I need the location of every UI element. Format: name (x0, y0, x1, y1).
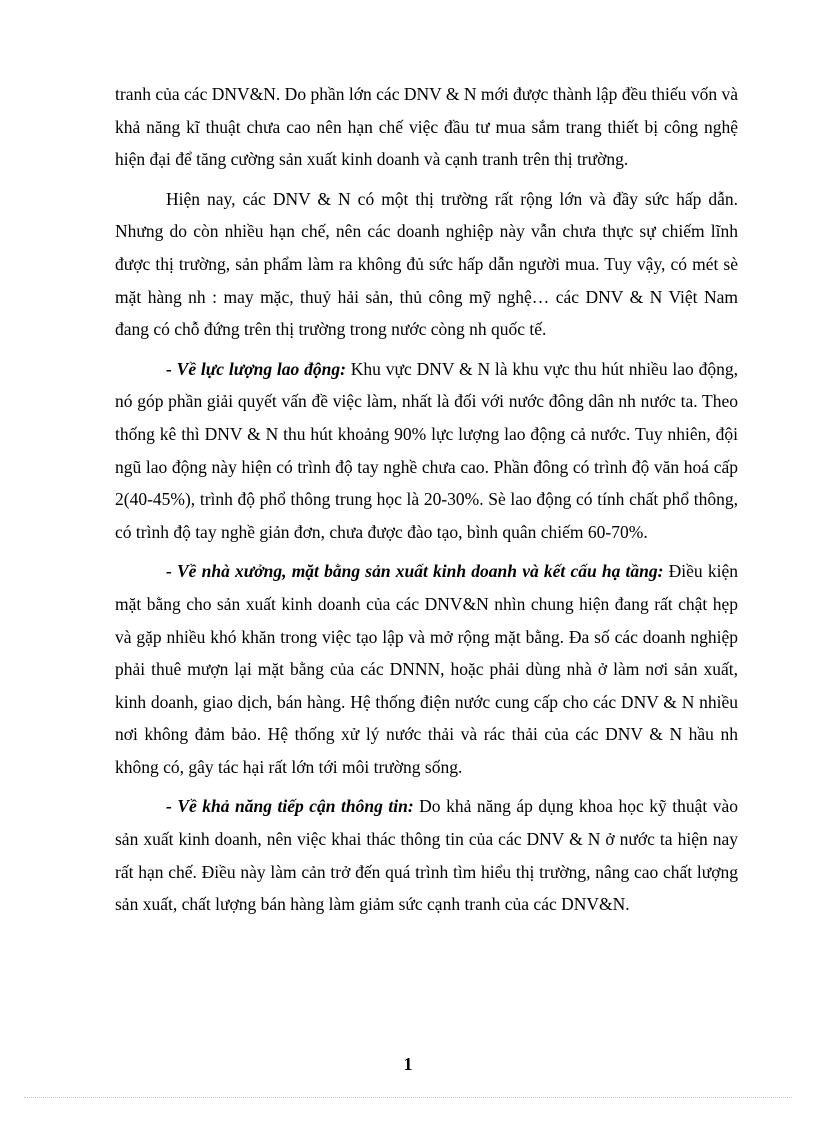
paragraph-market (115, 183, 738, 346)
paragraph-heading: - Về khả năng tiếp cận thông tin: (166, 796, 414, 817)
paragraph-text: Do khả năng áp dụng khoa học kỹ thuật vào sản xuất kinh doanh, nên việc khai thác thông tin của các DNV & N ở nước ta hiện nay rất hạn chế. Điều này làm cản trở đến quá trình tìm hiểu thị trường, nâng cao chất lượng sản xuất, chất lượng bán hàng làm giảm sức cạnh tranh của các DNV&N. (115, 796, 739, 915)
paragraph-continuation (115, 78, 738, 176)
paragraph-text: Điều kiện mặt bằng cho sản xuất kinh doanh của các DNV&N nhìn chung hiện đang rất chật hẹp và gặp nhiều khó khăn trong việc tạo lập và mở rộng mặt bằng. Đa số các doanh nghiệp phải thuê mượn lại mặt bằng của các DNNN, hoặc phải dùng nhà ở làm nơi sản xuất, kinh doanh, giao dịch, bán hàng. Hệ thống điện nước cung cấp cho các DNV & N nhiều nơi không đảm bảo. Hệ thống xử lý nước thải và rác thải của các DNV & N hầu nh không có, gây tác hại rất lớn tới môi trường sống. (115, 561, 738, 777)
paragraph-text: Khu vực DNV & N là khu vực thu hút nhiều lao động, nó góp phần giải quyết vấn đề việc làm, nhất là đối với nước đông dân nh nước ta. Theo thống kê thì DNV & N thu hút khoảng 90% lực lượng lao động cả nước. Tuy nhiên, đội ngũ lao động này hiện có trình độ tay nghề chưa cao. Phần đông có trình độ văn hoá cấp 2(40-45%), trình độ phổ thông trung học là 20-30%. Sè lao động có tính chất phổ thông, có trình độ tay nghề giản đơn, chưa được đào tạo, bình quân chiếm 60-70%. (115, 358, 738, 542)
paragraph-information (115, 790, 738, 920)
paragraph-text: Hiện nay, các DNV & N có một thị trường rất rộng lớn và đầy sức hấp dẫn. Nhưng do còn nhiều hạn chế, nên các doanh nghiệp này vẫn chưa thực sự chiếm lĩnh được thị trường, sản phẩm làm ra không đủ sức hấp dẫn người mua. Tuy vậy, có mét sè mặt hàng nh : may mặc, thuỷ hải sản, thủ công mỹ nghệ… các DNV & N Việt Nam đang có chỗ đứng trên thị trường trong nước còng nh quốc tế. (115, 188, 738, 340)
paragraph-labor (115, 353, 738, 549)
paragraph-heading: - Về nhà xưởng, mặt bằng sản xuất kinh doanh và kết cấu hạ tầng: (166, 561, 664, 582)
page-number: 1 (403, 1054, 413, 1074)
paragraph-infrastructure (115, 555, 738, 783)
paragraph-text: tranh của các DNV&N. Do phần lớn các DNV & N mới được thành lập đều thiếu vốn và khả năng kĩ thuật chưa cao nên hạn chế việc đầu tư mua sắm trang thiết bị công nghệ hiện đại để tăng cường sản xuất kinh doanh và cạnh tranh trên thị trường. (115, 84, 738, 170)
document-page (115, 78, 738, 921)
page-bottom-border (24, 1097, 792, 1098)
paragraph-heading: - Về lực lượng lao động: (166, 358, 346, 379)
